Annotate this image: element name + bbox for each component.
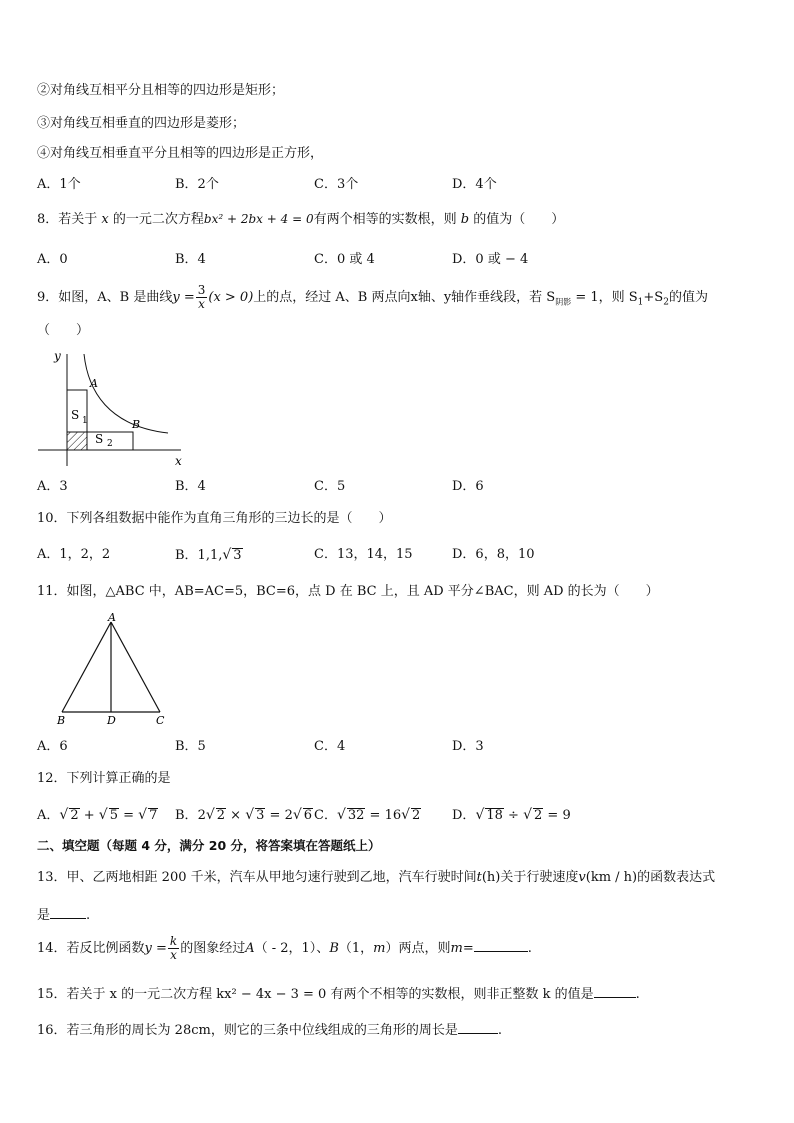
- q12-b-label: B．: [175, 808, 198, 823]
- q7-option-a[interactable]: A．1个: [37, 177, 81, 192]
- q12-d-r2: 2: [534, 808, 543, 823]
- q12-d-op: ÷: [503, 808, 524, 823]
- q13-line2: [37, 905, 90, 925]
- q9-fraction: [196, 284, 208, 311]
- q16-end: .: [497, 1023, 502, 1038]
- q9-plus: +S: [643, 290, 664, 305]
- q8-option-c[interactable]: C．0 或 4: [314, 252, 375, 267]
- q9-label-s2-sub: 2: [107, 439, 113, 449]
- q15-answer-blank[interactable]: [594, 984, 636, 998]
- q9-option-a[interactable]: A．3: [37, 479, 68, 494]
- q9-tail: 的值为: [668, 290, 708, 305]
- q9-figure: [36, 346, 196, 472]
- q9-x-label: x: [175, 454, 182, 468]
- q9-eq1: = 1，则 S: [571, 290, 638, 305]
- q14-post: 的图象经过: [180, 941, 246, 956]
- q11-option-c[interactable]: C．4: [314, 739, 346, 754]
- q10-option-b[interactable]: B．1,1,√ 3: [175, 547, 242, 563]
- q9-y-label: y: [54, 349, 61, 363]
- q10-option-b-prefix: B．1,1,: [175, 548, 223, 563]
- q9-s1-sub: 1: [637, 297, 644, 308]
- q8-stem: [37, 210, 564, 229]
- q9-hatch-region: [67, 432, 87, 450]
- q15-stem: [37, 984, 640, 1004]
- q11-option-a[interactable]: A．6: [37, 739, 68, 754]
- q11-options: [37, 738, 757, 756]
- q11-label-c: C: [156, 714, 165, 727]
- q12-a-r2: 5: [109, 808, 118, 823]
- q14-stem: [37, 934, 532, 964]
- q14-pre: 14．若反比例函数: [37, 941, 145, 956]
- q13-answer-blank[interactable]: [50, 905, 86, 919]
- q11-figure: [52, 610, 182, 728]
- q10-option-b-radicand: 3: [233, 548, 242, 563]
- q10-option-c[interactable]: C．13，14，15: [314, 547, 413, 562]
- q12-stem: 12．下列计算正确的是: [37, 771, 171, 786]
- q9-options: [37, 478, 757, 496]
- q8-option-a[interactable]: A．0: [37, 252, 68, 267]
- q12-a-label: A．: [37, 808, 60, 823]
- q9-option-c[interactable]: C．5: [314, 479, 346, 494]
- q11-label-d: D: [107, 714, 116, 727]
- q11-label-b: B: [57, 714, 66, 727]
- q12-c-r1: 32: [347, 808, 365, 823]
- q13-pre: 13．甲、乙两地相距 200 千米，汽车从甲地匀速行驶到乙地，汽车行驶时间: [37, 870, 477, 885]
- q13-v-unit: (km / h): [585, 870, 638, 885]
- q14-point-b-close: ）两点，则: [385, 941, 451, 956]
- q9-option-b[interactable]: B．4: [175, 479, 206, 494]
- q16-pre: 16．若三角形的周长为 28cm，则它的三条中位线组成的三角形的周长是: [37, 1023, 458, 1038]
- q9-paren: （ ）: [37, 323, 90, 338]
- q14-m2: m: [450, 941, 463, 956]
- q9-shade-sub: 阴影: [555, 297, 572, 307]
- q8-var-b: b: [460, 212, 470, 227]
- q12-a-r1: 2: [70, 808, 79, 823]
- q12-b-eq: = 2: [265, 808, 293, 823]
- q13-line2-text: 是: [37, 908, 51, 923]
- q12-a-op: +: [79, 808, 99, 823]
- q12-a-r3: 7: [149, 808, 158, 823]
- q9-label-s2: S: [95, 432, 104, 446]
- q12-b-op: ×: [226, 808, 246, 823]
- q14-point-a: A: [245, 941, 255, 956]
- q14-y: y =: [144, 941, 167, 956]
- statement-2: ②对角线互相平分且相等的四边形是矩形；: [37, 83, 285, 98]
- q8-var-x: x: [101, 212, 109, 227]
- q14-denominator: x: [170, 948, 177, 962]
- q12-c-eq: = 16: [365, 808, 402, 823]
- q13-end: .: [86, 908, 91, 923]
- q12-c-label: C．: [314, 808, 337, 823]
- q14-fraction: [168, 935, 179, 962]
- q13-v: v: [578, 870, 586, 885]
- q14-answer-blank[interactable]: [474, 938, 528, 952]
- q7-options: [37, 176, 757, 194]
- q10-stem: 10．下列各组数据中能作为直角三角形的三边长的是（ ）: [37, 511, 392, 526]
- q12-option-c[interactable]: C．√ 32 = 16√ 2: [314, 807, 421, 823]
- q14-point-b: B: [329, 941, 339, 956]
- q8-pre: 8．若关于: [37, 212, 98, 227]
- q11-label-a: A: [108, 611, 116, 624]
- q11-side-ab: [62, 622, 111, 712]
- q14-point-b-coords: （1，: [338, 941, 374, 956]
- q8-option-d[interactable]: D．0 或 − 4: [452, 252, 529, 267]
- q12-b-r2: 3: [256, 808, 265, 823]
- q14-point-a-coords: （ - 2，1）、: [254, 941, 330, 956]
- q12-b-r1: 2: [216, 808, 226, 823]
- q9-label-s1: S: [71, 408, 80, 422]
- q14-end: .: [527, 941, 532, 956]
- q9-condition: (x > 0): [208, 290, 254, 305]
- q10-option-d[interactable]: D．6，8，10: [452, 547, 535, 562]
- q9-numerator: 3: [197, 283, 206, 297]
- q7-option-d[interactable]: D．4个: [452, 177, 497, 192]
- q14-numerator: k: [169, 934, 178, 948]
- q7-option-b[interactable]: B．2个: [175, 177, 219, 192]
- q12-option-b[interactable]: B．2√ 2 × √ 3 = 2√ 6: [175, 807, 313, 823]
- q9-label-s1-sub: 1: [82, 416, 88, 426]
- q9-post: 上的点，经过 A、B 两点向x轴、y轴作垂线段，若 S: [253, 290, 556, 305]
- q12-options: [37, 806, 757, 826]
- q12-b-c1: 2: [197, 808, 206, 823]
- q13-mid: 关于行驶速度: [500, 870, 579, 885]
- q9-denominator: x: [198, 297, 205, 311]
- q10-options: [37, 546, 757, 564]
- q13-post: 的函数表达式: [637, 870, 716, 885]
- q12-b-r3: 6: [303, 808, 313, 823]
- q12-option-d[interactable]: D．√ 18 ÷ √ 2 = 9: [452, 807, 571, 823]
- q9-pre: 9．如图，A、B 是曲线: [37, 290, 173, 305]
- q8-option-b[interactable]: B．4: [175, 252, 206, 267]
- q10-option-a[interactable]: A．1，2，2: [37, 547, 111, 562]
- q11-option-b[interactable]: B．5: [175, 739, 206, 754]
- q11-stem: 11．如图，△ABC 中，AB=AC=5，BC=6，点 D 在 BC 上，且 AD 平分∠BAC，则 AD 的长为（ ）: [37, 584, 659, 599]
- q12-a-eq: =: [118, 808, 139, 823]
- section-2-title: 二、填空题（每题 4 分，满分 20 分，将答案填在答题纸上）: [37, 838, 381, 853]
- q12-d-eq: = 9: [543, 808, 571, 823]
- q11-option-d[interactable]: D．3: [452, 739, 484, 754]
- q8-equation: bx² + 2bx + 4 = 0: [203, 212, 314, 226]
- q16-stem: [37, 1020, 502, 1040]
- q8-options: [37, 251, 757, 269]
- q9-y: y =: [172, 290, 195, 305]
- q12-option-a[interactable]: A．√ 2 + √ 5 = √ 7: [37, 807, 158, 823]
- statement-3: ③对角线互相垂直的四边形是菱形；: [37, 116, 246, 131]
- q13-t-unit: (h): [481, 870, 501, 885]
- q15-equation: kx² − 4x − 3 = 0: [216, 987, 327, 1002]
- q8-mid: 的一元二次方程: [112, 212, 204, 227]
- q15-end: .: [635, 987, 640, 1002]
- q14-eq: =: [462, 941, 474, 956]
- q15-pre: 15．若关于 x 的一元二次方程: [37, 987, 217, 1002]
- q9-curve: [84, 354, 168, 433]
- q15-post: 有两个不相等的实数根，则非正整数 k 的值是: [326, 987, 594, 1002]
- q8-tail: 的值为（ ）: [473, 212, 565, 227]
- q14-m: m: [373, 941, 386, 956]
- q11-side-ac: [111, 622, 160, 712]
- q12-c-r2: 2: [412, 808, 421, 823]
- q9-label-a: A: [90, 377, 98, 390]
- statement-4: ④对角线互相垂直平分且相等的四边形是正方形，: [37, 146, 324, 161]
- q13-t: t: [476, 870, 482, 885]
- q8-post: 有两个相等的实数根，则: [313, 212, 457, 227]
- q7-option-c[interactable]: C．3个: [314, 177, 359, 192]
- q9-option-d[interactable]: D．6: [452, 479, 484, 494]
- q13-stem: [37, 869, 715, 887]
- q12-d-label: D．: [452, 808, 476, 823]
- q16-answer-blank[interactable]: [458, 1020, 498, 1034]
- q9-label-b: B: [132, 418, 141, 431]
- q9-stem: [37, 284, 708, 316]
- q12-d-r1: 18: [486, 808, 503, 823]
- q9-s2-sub: 2: [663, 297, 669, 308]
